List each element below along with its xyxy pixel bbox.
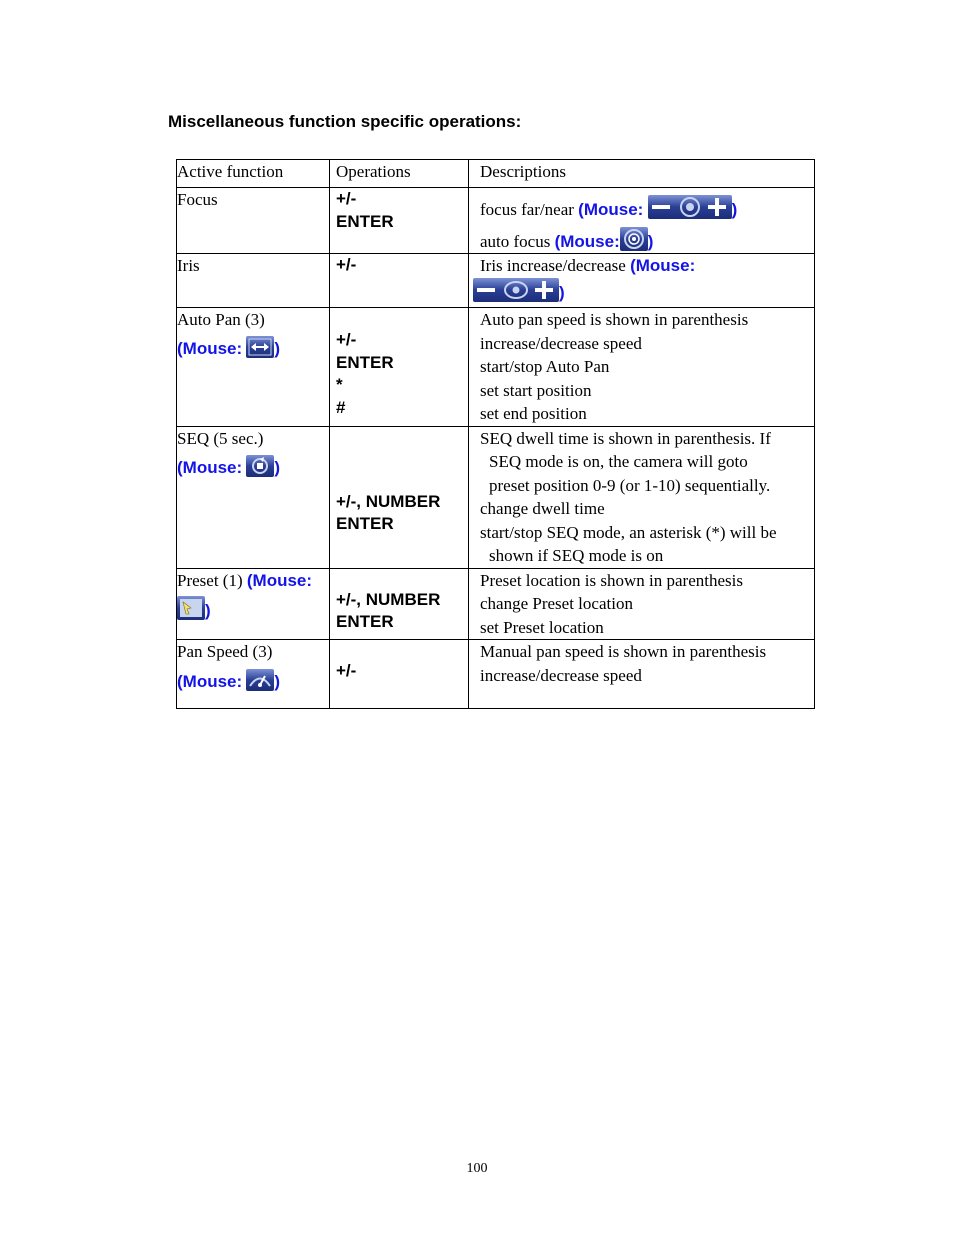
function-name: Preset (1) — [177, 570, 243, 590]
table-header-row — [177, 160, 815, 188]
function-name: Focus — [177, 190, 218, 209]
mouse-close: ) — [274, 458, 281, 477]
desc-line: shown if SEQ mode is on — [489, 546, 664, 565]
op-line: +/- — [336, 330, 357, 349]
header-descriptions: Descriptions — [469, 160, 815, 188]
header-operations-text: Operations — [336, 162, 411, 181]
pan-speed-icon — [246, 669, 274, 691]
op-line: ENTER — [336, 514, 394, 533]
desc-text: Iris increase/decrease — [480, 256, 626, 275]
operations-cell — [330, 254, 469, 308]
mouse-hint — [177, 455, 329, 480]
desc-line — [480, 227, 814, 254]
table-row — [177, 254, 815, 308]
mouse-label: (Mouse: — [177, 458, 243, 477]
function-name-line — [177, 569, 329, 593]
desc-line: set end position — [480, 404, 587, 423]
table-row — [177, 568, 815, 640]
desc-line: change dwell time — [480, 499, 605, 518]
desc-line: Auto pan speed is shown in parenthesis — [480, 310, 749, 329]
function-cell — [177, 188, 330, 254]
desc-line: increase/decrease speed — [480, 333, 642, 353]
header-active-function: Active function — [177, 160, 330, 188]
descriptions-cell — [469, 640, 815, 709]
desc-line: SEQ dwell time is shown in parenthesis. If — [480, 428, 771, 448]
mouse-hint — [177, 336, 329, 361]
minus-focus-plus-icon — [648, 195, 732, 219]
function-cell — [177, 640, 330, 709]
mouse-close: ) — [205, 601, 211, 620]
mouse-label: (Mouse: — [554, 231, 620, 251]
mouse-close: ) — [559, 282, 565, 302]
operations-cell — [330, 188, 469, 254]
operations-table — [176, 159, 815, 709]
desc-line — [480, 195, 814, 222]
mouse-label: (Mouse: — [177, 338, 243, 358]
desc-line: Preset location is shown in parenthesis — [480, 570, 743, 590]
op-line: # — [336, 397, 346, 417]
mouse-label: (Mouse: — [630, 256, 696, 275]
table-row — [177, 426, 815, 568]
op-line: * — [336, 375, 343, 394]
mouse-close: ) — [274, 338, 281, 358]
operations-cell — [330, 308, 469, 427]
descriptions-cell — [469, 426, 815, 568]
desc-line — [473, 278, 814, 305]
function-cell — [177, 426, 330, 568]
desc-line: start/stop Auto Pan — [480, 357, 610, 376]
table-row — [177, 308, 815, 427]
function-cell — [177, 254, 330, 308]
operations-cell — [330, 568, 469, 640]
page-number: 100 — [466, 1161, 488, 1176]
section-heading: Miscellaneous function specific operations: — [168, 112, 522, 131]
desc-line: increase/decrease speed — [480, 665, 642, 685]
descriptions-cell — [469, 568, 815, 640]
table-row — [177, 188, 815, 254]
table-row — [177, 640, 815, 709]
header-operations — [330, 160, 469, 188]
function-name: Iris — [177, 256, 200, 275]
function-name: Pan Speed (3) — [177, 642, 273, 661]
op-line: +/-, NUMBER — [336, 589, 441, 609]
desc-line: start/stop SEQ mode, an asterisk (*) will be — [480, 522, 777, 542]
function-name: Auto Pan (3) — [177, 310, 265, 329]
desc-line: change Preset location — [480, 594, 633, 613]
descriptions-cell — [469, 188, 815, 254]
operations-cell — [330, 426, 469, 568]
preset-icon — [177, 596, 205, 620]
operations-cell — [330, 640, 469, 709]
mouse-hint — [177, 596, 329, 623]
auto-focus-icon — [620, 227, 648, 251]
mouse-close: ) — [274, 671, 281, 691]
mouse-close: ) — [647, 231, 654, 251]
sequence-icon — [246, 455, 274, 477]
descriptions-cell — [469, 308, 815, 427]
op-line: +/- — [336, 189, 357, 208]
desc-line: preset position 0-9 (or 1-10) sequentially. — [489, 475, 771, 495]
mouse-label: (Mouse: — [246, 570, 313, 590]
op-line: +/-, NUMBER — [336, 491, 441, 511]
mouse-label: (Mouse: — [578, 200, 644, 219]
desc-text: focus far/near — [480, 200, 574, 219]
auto-pan-icon — [246, 336, 274, 358]
function-cell — [177, 308, 330, 427]
function-name: SEQ (5 sec.) — [177, 428, 264, 448]
desc-text: auto focus — [480, 231, 551, 251]
desc-line: set Preset location — [480, 617, 604, 637]
desc-line: set start position — [480, 380, 592, 400]
mouse-hint — [177, 669, 329, 694]
descriptions-cell — [469, 254, 815, 308]
desc-line — [480, 254, 814, 278]
op-line: ENTER — [336, 352, 394, 372]
desc-line: Manual pan speed is shown in parenthesis — [480, 642, 767, 661]
op-line: ENTER — [336, 612, 394, 631]
op-line: +/- — [336, 255, 357, 274]
mouse-close: ) — [731, 200, 738, 219]
op-line: +/- — [336, 661, 357, 680]
desc-line: SEQ mode is on, the camera will goto — [489, 452, 748, 471]
op-line: ENTER — [336, 211, 394, 231]
mouse-label: (Mouse: — [177, 671, 243, 691]
minus-iris-plus-icon — [473, 278, 559, 302]
function-cell — [177, 568, 330, 640]
